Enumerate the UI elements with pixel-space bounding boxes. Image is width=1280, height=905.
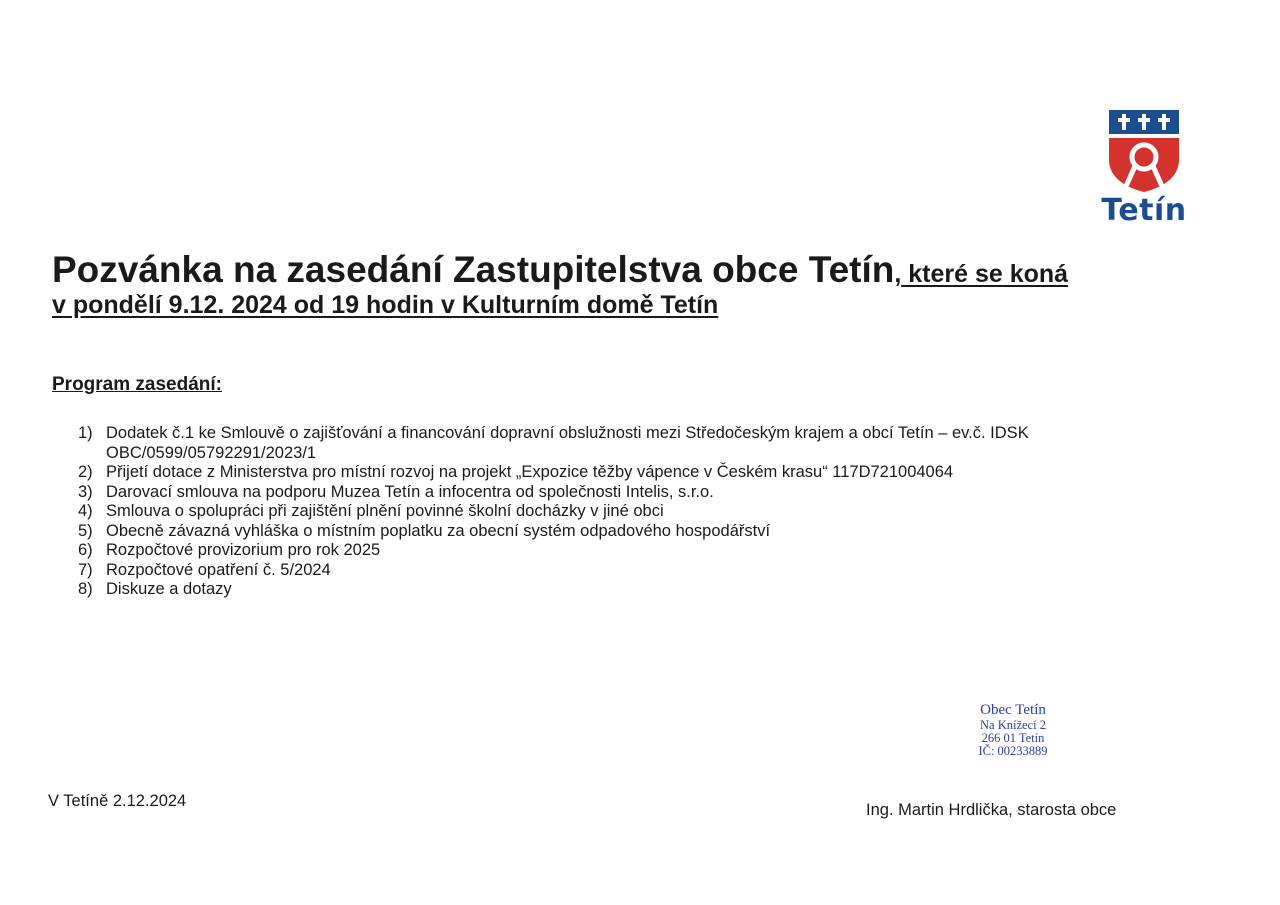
title-rest: které se koná: [901, 260, 1069, 288]
list-item: [78, 561, 1158, 581]
item-text: Diskuze a dotazy: [106, 580, 232, 598]
coat-of-arms-icon: [1109, 110, 1179, 192]
place-date: V Tetíně 2.12.2024: [48, 792, 187, 810]
item-text: Dodatek č.1 ke Smlouvě o zajišťování a financování dopravní obslužnosti mezi Středočeským krajem a obcí Tetín – ev.č. IDSK OBC/0599/05792291/2023/1: [106, 424, 1029, 462]
item-number: 1): [78, 424, 93, 442]
list-item: [78, 483, 1158, 503]
stamp-id: IČ: 00233889: [978, 744, 1048, 758]
title-comma: ,: [894, 260, 902, 288]
item-text: Smlouva o spolupráci při zajištění plnění povinné školní docházky v jiné obci: [106, 502, 664, 520]
list-item: [78, 463, 1158, 483]
list-item: [78, 541, 1158, 561]
list-item: [78, 424, 1158, 463]
title-date-place: v pondělí 9.12. 2024 od 19 hodin v Kulturním domě Tetín: [52, 291, 719, 320]
item-number: 4): [78, 502, 93, 520]
item-text: Rozpočtové opatření č. 5/2024: [106, 560, 331, 579]
item-text: Přijetí dotace z Ministerstva pro místní rozvoj na projekt „Expozice těžby vápence v Českém krasu“ 117D721004064: [106, 463, 954, 481]
title-main: Pozvánka na zasedání Zastupitelstva obce Tetín: [52, 249, 895, 290]
official-stamp: [958, 702, 1068, 758]
municipal-coat-of-arms: [1094, 110, 1194, 226]
list-item: [78, 502, 1158, 522]
item-number: 8): [78, 580, 93, 598]
list-item: [78, 522, 1158, 542]
agenda-list: [78, 424, 1158, 600]
logo-wordmark: Tetín: [1101, 193, 1187, 228]
signature-line: Ing. Martin Hrdlička, starosta obce: [866, 801, 1117, 819]
item-number: 6): [78, 541, 93, 559]
list-item: [78, 580, 1158, 600]
item-text: Darovací smlouva na podporu Muzea Tetín a infocentra od společnosti Intelis, s.r.o.: [106, 482, 714, 501]
stamp-name: Obec Tetín: [980, 702, 1046, 718]
item-number: 2): [78, 463, 93, 481]
stamp-city: 266 01 Tetín: [981, 731, 1045, 745]
item-text: Obecně závazná vyhláška o místním poplatku za obecní systém odpadového hospodářství: [106, 521, 771, 540]
item-number: 7): [78, 560, 93, 579]
item-number: 5): [78, 521, 93, 540]
stamp-street: Na Knížecí 2: [980, 718, 1046, 732]
program-heading: Program zasedání:: [52, 374, 222, 395]
item-number: 3): [78, 482, 93, 501]
item-text: Rozpočtové provizorium pro rok 2025: [106, 541, 381, 559]
page-title: [52, 248, 1162, 320]
